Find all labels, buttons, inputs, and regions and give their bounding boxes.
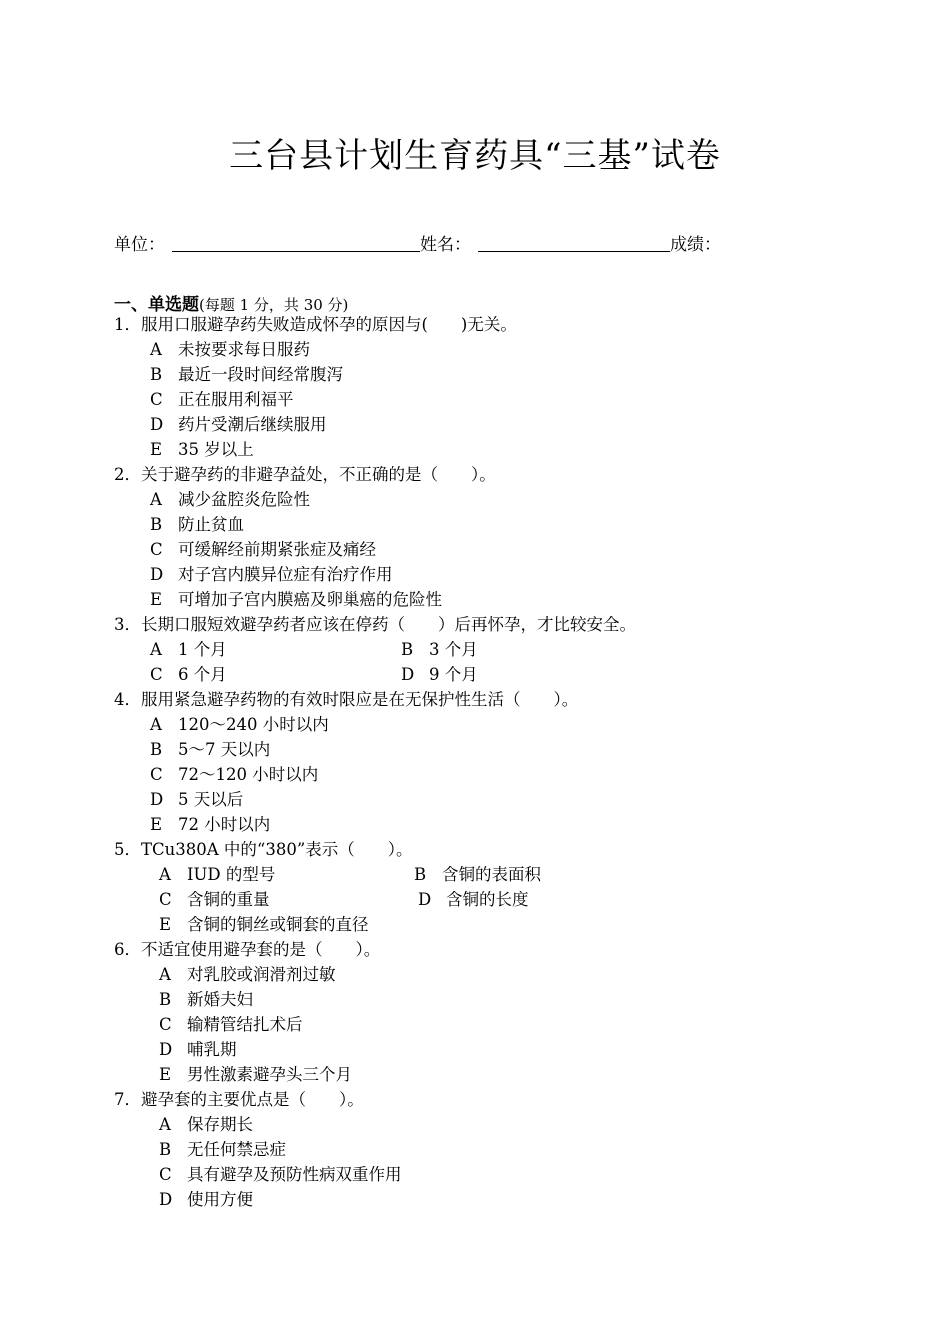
section-title: 一、单选题 [114,295,199,315]
option-text: 输精管结扎术后 [187,1015,303,1034]
option-letter: A [150,340,162,359]
score-label: 成绩： [670,235,721,255]
option-letter: A [150,490,162,509]
option-letter: D [401,665,415,684]
option-text: 使用方便 [187,1190,253,1209]
question-4: 4．服用紧急避孕药物的有效时限应是在无保护性生活（ ）。 [114,690,579,709]
option-letter: C [150,665,163,684]
option-text: 哺乳期 [187,1040,237,1059]
section-note: (每题 1 分，共 30 分) [199,296,349,314]
option-letter: E [150,440,163,459]
option-letter: D [418,890,432,909]
option-letter: C [159,1015,172,1034]
question-5-option-d[interactable] [418,888,529,912]
option-letter: B [159,990,172,1009]
question-2-option-c[interactable] [150,538,376,562]
option-text: 9 个月 [429,665,478,684]
question-7-option-d[interactable] [159,1188,253,1212]
option-letter: B [150,515,163,534]
question-1-option-a[interactable] [150,338,310,362]
option-text: 35 岁以上 [178,440,254,459]
option-letter: B [401,640,414,659]
question-4-option-b[interactable] [150,738,270,762]
option-letter: C [150,765,163,784]
option-text: 防止贫血 [178,515,244,534]
question-4-option-a[interactable] [150,713,329,737]
question-1-option-d[interactable] [150,413,327,437]
option-letter: D [150,415,164,434]
option-letter: E [159,915,172,934]
option-text: 无任何禁忌症 [187,1140,286,1159]
name-label: 姓名： [420,235,471,255]
option-text: 可增加子宫内膜癌及卵巢癌的危险性 [178,590,442,609]
question-6: 6．不适宜使用避孕套的是（ ）。 [114,940,381,959]
option-text: IUD 的型号 [187,865,276,884]
option-text: 可缓解经前期紧张症及痛经 [178,540,376,559]
question-5-option-e[interactable] [159,913,369,937]
option-letter: C [150,540,163,559]
option-text: 72 小时以内 [178,815,271,834]
option-text: 72～120 小时以内 [178,765,319,784]
question-5: 5．TCu380A 中的“380”表示（ ）。 [114,840,413,859]
option-text: 含铜的铜丝或铜套的直径 [187,915,369,934]
question-6-option-a[interactable] [159,963,336,987]
option-letter: C [159,890,172,909]
option-letter: B [159,1140,172,1159]
option-letter: B [150,740,163,759]
option-text: 最近一段时间经常腹泻 [178,365,343,384]
section-heading [114,290,348,315]
option-text: 对子宫内膜异位症有治疗作用 [178,565,393,584]
question-2: 2．关于避孕药的非避孕益处，不正确的是（ ）。 [114,465,496,484]
question-7-option-c[interactable] [159,1163,402,1187]
question-1: 1．服用口服避孕药失败造成怀孕的原因与( )无关。 [114,315,517,334]
option-text: 未按要求每日服药 [178,340,310,359]
option-letter: E [150,590,163,609]
option-letter: E [159,1065,172,1084]
unit-label: 单位： [114,235,165,255]
option-letter: A [159,865,171,884]
question-6-option-d[interactable] [159,1038,237,1062]
question-7-option-a[interactable] [159,1113,253,1137]
question-6-option-b[interactable] [159,988,253,1012]
option-text: 正在服用利福平 [178,390,294,409]
question-4-option-d[interactable] [150,788,243,812]
option-text: 1 个月 [178,640,227,659]
name-blank-line[interactable] [478,251,670,252]
option-letter: A [159,1115,171,1134]
question-5-option-a[interactable] [159,863,275,887]
option-letter: D [159,1190,173,1209]
question-3-option-b[interactable] [401,638,478,662]
question-7-option-b[interactable] [159,1138,286,1162]
option-letter: A [150,715,162,734]
option-letter: C [159,1165,172,1184]
document-title: 三台县计划生育药具“三基”试卷 [229,136,721,176]
question-7: 7．避孕套的主要优点是（ ）。 [114,1090,364,1109]
question-5-option-b[interactable] [414,863,541,887]
option-text: 6 个月 [178,665,227,684]
question-2-option-b[interactable] [150,513,244,537]
option-text: 具有避孕及预防性病双重作用 [187,1165,402,1184]
question-5-option-c[interactable] [159,888,270,912]
question-3-option-c[interactable] [150,663,227,687]
question-4-option-e[interactable] [150,813,270,837]
option-text: 120～240 小时以内 [178,715,329,734]
option-text: 含铜的重量 [187,890,270,909]
option-text: 男性激素避孕头三个月 [187,1065,352,1084]
question-3: 3．长期口服短效避孕药者应该在停药（ ）后再怀孕，才比较安全。 [114,615,636,634]
option-text: 3 个月 [429,640,478,659]
option-letter: D [150,565,164,584]
option-letter: E [150,815,163,834]
question-1-option-e[interactable] [150,438,254,462]
option-text: 5 天以后 [178,790,244,809]
question-3-option-a[interactable] [150,638,227,662]
option-letter: B [414,865,427,884]
option-letter: D [150,790,164,809]
option-letter: A [159,965,171,984]
option-text: 含铜的长度 [446,890,529,909]
option-letter: D [159,1040,173,1059]
option-text: 新婚夫妇 [187,990,253,1009]
question-6-option-e[interactable] [159,1063,352,1087]
option-text: 含铜的表面积 [442,865,541,884]
question-1-option-c[interactable] [150,388,294,412]
question-2-option-e[interactable] [150,588,442,612]
option-text: 保存期长 [187,1115,253,1134]
question-4-option-c[interactable] [150,763,318,787]
question-1-option-b[interactable] [150,363,343,387]
unit-blank-line[interactable] [172,251,420,252]
header-info-row [0,230,950,256]
option-letter: C [150,390,163,409]
option-text: 对乳胶或润滑剂过敏 [187,965,336,984]
question-6-option-c[interactable] [159,1013,303,1037]
option-letter: B [150,365,163,384]
question-2-option-d[interactable] [150,563,393,587]
question-3-option-d[interactable] [401,663,478,687]
question-2-option-a[interactable] [150,488,310,512]
option-text: 药片受潮后继续服用 [178,415,327,434]
option-text: 减少盆腔炎危险性 [178,490,310,509]
option-text: 5～7 天以内 [178,740,271,759]
option-letter: A [150,640,162,659]
